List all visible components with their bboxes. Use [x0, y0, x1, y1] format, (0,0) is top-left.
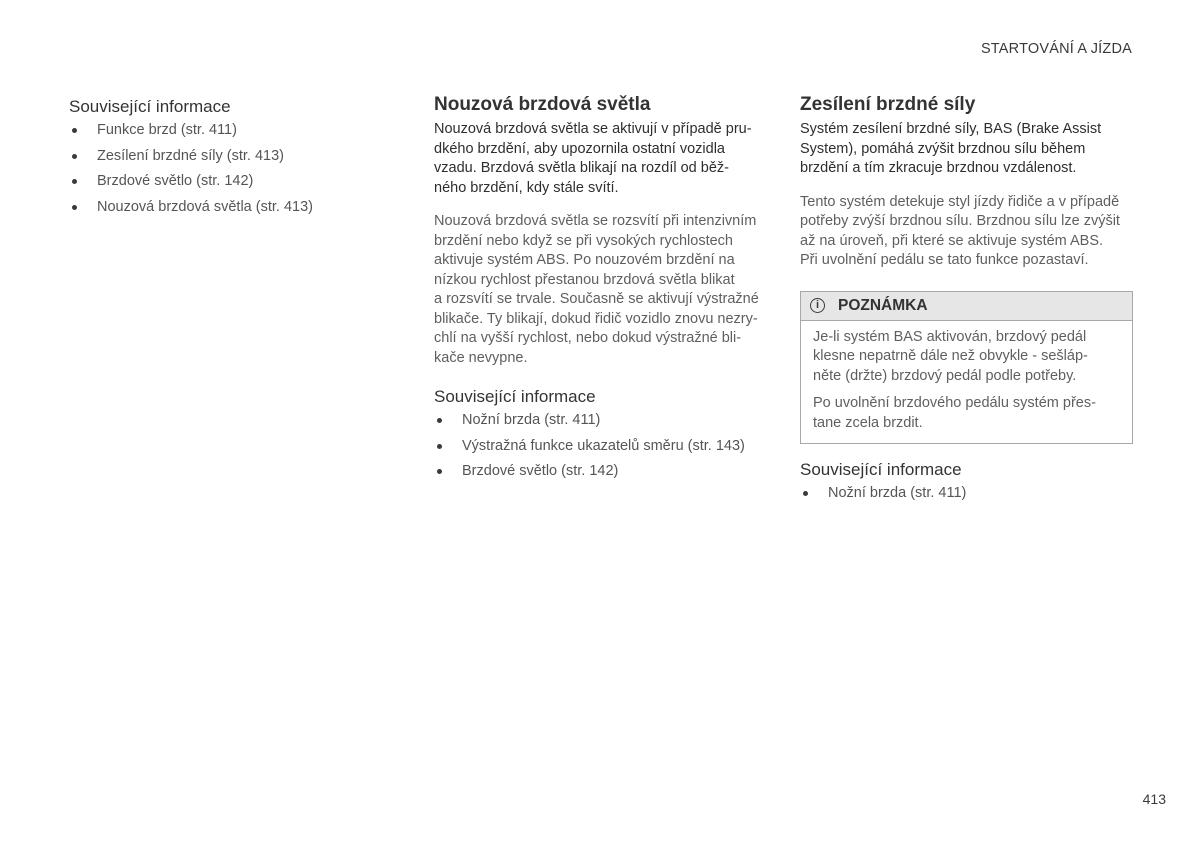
text-line: vzadu. Brzdová světla blikají na rozdíl od běž- [434, 160, 729, 176]
text-line: aktivuje systém ABS. Po nouzovém brzdění na [434, 252, 735, 268]
text-line: a rozsvítí se trvale. Současně se aktivují výstražné [434, 291, 759, 307]
note-title: POZNÁMKA [838, 296, 928, 314]
related-link[interactable]: Nožní brzda (str. 411) [800, 481, 1133, 507]
column-middle [434, 94, 769, 485]
text-line: ného brzdění, kdy stále svítí. [434, 179, 619, 196]
text-line: Je-li systém BAS aktivován, brzdový pedál [813, 328, 1087, 345]
text-line: až na úroveň, při které se aktivuje systém ABS. [800, 232, 1104, 249]
text-line: dkého brzdění, aby upozornila ostatní vozidla [434, 140, 725, 157]
text-line: brzdění a tím zkracuje brzdnou vzdálenost. [800, 160, 1077, 176]
related-link[interactable]: Výstražná funkce ukazatelů směru (str. 143) [434, 434, 769, 460]
text-line: Nouzová brzdová světla se aktivují v případě pru- [434, 121, 752, 137]
related-link[interactable]: Nouzová brzdová světla (str. 413) [69, 195, 369, 221]
text-line: blikače. Ty blikají, dokud řidič vozidlo znovu nezry- [434, 310, 758, 327]
section-title: Nouzová brzdová světla [434, 94, 651, 115]
related-link[interactable]: Brzdové světlo (str. 142) [434, 459, 769, 485]
text-line: Po uvolnění brzdového pedálu systém přes- [813, 395, 1096, 411]
lead-paragraph [800, 120, 1133, 179]
body-paragraph [800, 193, 1133, 271]
related-list [434, 408, 769, 485]
related-link[interactable]: Nožní brzda (str. 411) [434, 408, 769, 434]
text-line: něte (držte) brzdový pedál podle potřeby. [813, 367, 1077, 384]
related-heading: Související informace [69, 97, 231, 116]
text-line: Tento systém detekuje styl jízdy řidiče a v případě [800, 193, 1120, 210]
note-paragraph [813, 394, 1120, 433]
related-block [434, 386, 769, 485]
note-header [801, 292, 1132, 321]
related-list [69, 118, 369, 220]
note-paragraph [813, 328, 1120, 387]
text-line: Nouzová brzdová světla se rozsvítí při intenzivním [434, 213, 757, 229]
related-link[interactable]: Zesílení brzdné síly (str. 413) [69, 144, 369, 170]
related-block [800, 459, 1133, 507]
section-header: STARTOVÁNÍ A JÍZDA [980, 41, 1132, 57]
text-line: Systém zesílení brzdné síly, BAS (Brake Assist [800, 121, 1102, 137]
note-box [800, 291, 1133, 445]
related-link[interactable]: Brzdové světlo (str. 142) [69, 169, 369, 195]
text-line: tane zcela brzdit. [813, 414, 923, 431]
related-link[interactable]: Funkce brzd (str. 411) [69, 118, 369, 144]
text-line: klesne nepatrně dále než obvykle - sešláp- [813, 348, 1088, 364]
column-right [800, 94, 1133, 507]
related-list [800, 481, 1133, 507]
text-line: brzdění nebo když se při vysokých rychlostech [434, 232, 733, 249]
text-line: Při uvolnění pedálu se tato funkce pozastaví. [800, 252, 1089, 268]
text-line: nízkou rychlost přestanou brzdová světla blikat [434, 271, 735, 288]
info-icon: i [810, 298, 825, 313]
lead-paragraph [434, 120, 769, 198]
page-number: 413 [1142, 791, 1166, 807]
column-left [69, 94, 369, 220]
section-title: Zesílení brzdné síly [800, 94, 976, 115]
text-line: System), pomáhá zvýšit brzdnou sílu během [800, 140, 1086, 157]
related-heading: Související informace [434, 387, 596, 406]
body-paragraph [434, 212, 769, 368]
text-line: chlí na vyšší rychlost, nebo dokud výstražné bli- [434, 330, 742, 346]
related-heading: Související informace [800, 460, 962, 479]
text-line: kače nevypne. [434, 349, 528, 366]
text-line: potřeby zvýší brzdnou sílu. Brzdnou sílu lze zvýšit [800, 213, 1120, 229]
note-body [801, 321, 1132, 444]
